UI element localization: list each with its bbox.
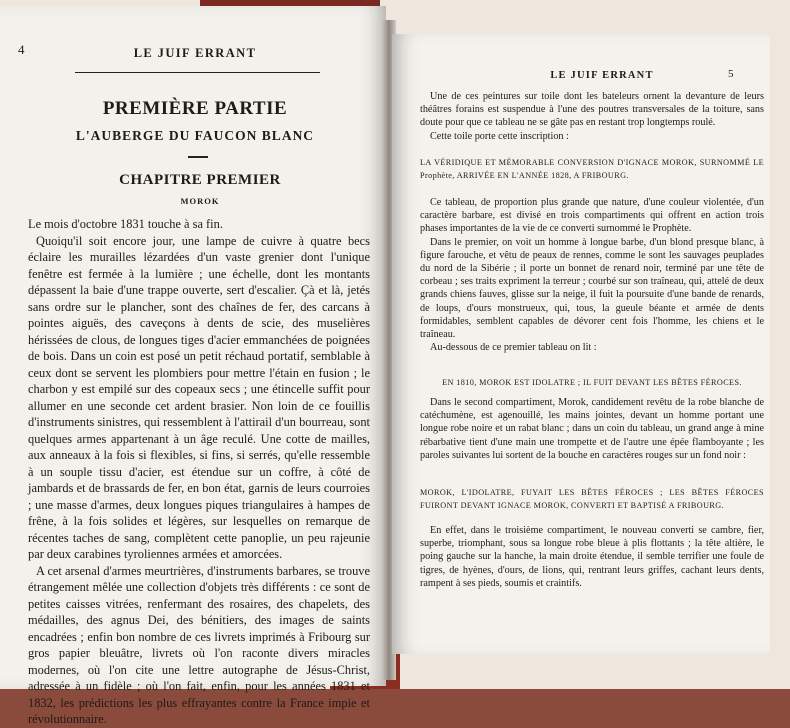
inscription: EN 1810, MOROK EST IDOLATRE ; IL FUIT DEVANT LES BÊTES FÉROCES. <box>442 378 742 387</box>
inscription: MOROK, L'IDOLATRE, FUYAIT LES BÊTES FÉROCES ; LES BÊTES FÉROCES FUIRONT DEVANT IGNACE MOROK, CONVERTI ET BAPTISÉ A FRIBOURG. <box>420 488 764 511</box>
paragraph: Au-dessous de ce premier tableau on lit : <box>430 342 597 354</box>
paragraph: Une de ces peintures sur toile dont les bateleurs ornent la devanture de leurs théâtres forains est suspendue à l'une des poutres transversales de la toiture, sans doute pour que ce tableau ne se gâte pas en restant trop longtemps roulé. <box>420 91 764 129</box>
part-subtitle: L'AUBERGE DU FAUCON BLANC <box>75 128 315 143</box>
right-body-lower <box>420 396 764 462</box>
left-page <box>0 6 386 726</box>
chapter-title: CHAPITRE PREMIER <box>119 172 281 188</box>
chapter-subtitle: MOROK <box>180 196 220 206</box>
header-rule <box>75 72 320 73</box>
inscription-block <box>420 156 764 182</box>
right-page <box>392 34 770 654</box>
paragraph: En effet, dans le troisième compartiment, le nouveau converti se cambre, fier, superbe, triomphant, sous sa longue robe bleue à plis flottants ; la tête altière, le poing gauche sur la hanche, la main droite étendue, il semble terrifier une foule de tigres, de hyènes, d'ours, de lions, qui, rentrant leurs griffes, cachant leurs dents, rampent à ses pieds, soumis et craintifs. <box>420 525 764 589</box>
inscription: LA VÉRIDIQUE ET MÉMORABLE CONVERSION D'IGNACE MOROK, SURNOMMÉ LE Prophète, ARRIVÉE EN L'ANNÉE 1828, A FRIBOURG. <box>420 158 764 181</box>
running-head: LE JUIF ERRANT <box>550 70 654 81</box>
paragraph: Cette toile porte cette inscription : <box>430 130 569 142</box>
part-title: PREMIÈRE PARTIE <box>102 98 288 119</box>
inscription-block <box>420 486 764 512</box>
right-body-top <box>420 90 764 143</box>
section-divider <box>188 156 208 158</box>
paragraph: Dans le premier, on voit un homme à longue barbe, d'un blond presque blanc, à figure farouche, et vêtu de peaux de rennes, comme le sont les sauvages peuplades du nord de la Sibérie ; il porte un bonnet de renard noir, terminé par une tête de corbeau ; ses traits expriment la terreur ; courbé sur son traîneau, qui, attelé de deux grands chiens fauves, glisse sur la neige, il fuit la poursuite d'une bande de renards, de loups, d'ours monstrueux, qui, tous, la gueule béante et armée de dents formidables, semblent capables de dévorer cent fois l'homme, les chiens et le traîneau. <box>420 236 764 341</box>
running-head: LE JUIF ERRANT <box>133 46 257 60</box>
right-body-bottom <box>420 524 764 590</box>
left-body-text <box>28 216 370 728</box>
inscription-block <box>420 376 764 389</box>
right-body-middle <box>420 196 764 354</box>
page-number: 4 <box>18 42 25 57</box>
paragraph: Quoiqu'il soit encore jour, une lampe de cuivre à quatre becs éclaire les murailles lézardées d'un vaste grenier dont l'unique fenêtre est fermée à la lumière ; une échelle, dont les montants dépassent la baie d'une trappe ouverte, sert d'escalier. Çà et là, jetés sans ordre sur le plancher, sont des chaînes de fer, des carcans à pointes aiguës, des caveçons à dents de scie, des muselières hérissées de clous, de longues tiges d'acier emmanchées de poignées de bois. Dans un coin est posé un petit réchaud portatif, semblable à ceux dont se servent les plombiers pour mettre l'étain en fusion ; le charbon y est empilé sur des copeaux secs ; une étincelle suffit pour allumer en une seconde cet ardent brasier. Non loin de ce fouillis d'instruments sinistres, qui ressemblent à l'attirail d'un bourreau, sont quelques armes appartenant à un âge reculé. Une cotte de mailles, aux anneaux à la fois si flexibles, si fins, si serrés, qu'elle ressemble à un souple tissu d'acier, est étendue sur un coffre, à côté de jambards et de brassards de fer, en bon état, garnis de leurs courroies ; une masse d'armes, deux longues piques triangulaires à hampes de frêne, à la fois solides et légères, sur lesquelles on remarque de récentes taches de sang, complètent cette panoplie, un peu rajeunie par deux carabines tyroliennes armées et amorcées. <box>28 233 370 561</box>
page-number: 5 <box>728 68 734 80</box>
paragraph: Dans le second compartiment, Morok, candidement revêtu de la robe blanche de catéchumène, est agenouillé, les mains jointes, devant un homme portant une longue robe noire et un rabat blanc ; dans un coin du tableau, un grand ange à mine rébarbative tient d'une main une trompette et de l'autre une épée flamboyante ; les paroles suivantes lui sortent de la bouche en caractères rouges sur un fond noir : <box>420 397 764 461</box>
paragraph: Ce tableau, de proportion plus grande que nature, d'une couleur violentée, d'un caractère barbare, est divisé en trois compartiments qui offrent en action trois phases importantes de la vie de ce converti surnommé le Prophète. <box>420 197 764 235</box>
paragraph: A cet arsenal d'armes meurtrières, d'instruments barbares, se trouve étrangement mêlée une collection d'objets très différents : ce sont de petites caisses vitrées, renfermant des rosaires, des chapelets, des médailles, des agnus Dei, des bénitiers, des images de saints encadrées ; enfin bon nombre de ces livrets imprimés à Fribourg sur gros papier bleuâtre, livrets où l'on raconte divers miracles modernes, où l'on cite une lettre autographe de Jésus-Christ, adressée à un fidèle ; où l'on fait, enfin, pour les années 1831 et 1832, les prédictions les plus effrayantes contre la France impie et révolutionnaire. <box>28 563 370 726</box>
paragraph: Le mois d'octobre 1831 touche à sa fin. <box>28 217 223 231</box>
